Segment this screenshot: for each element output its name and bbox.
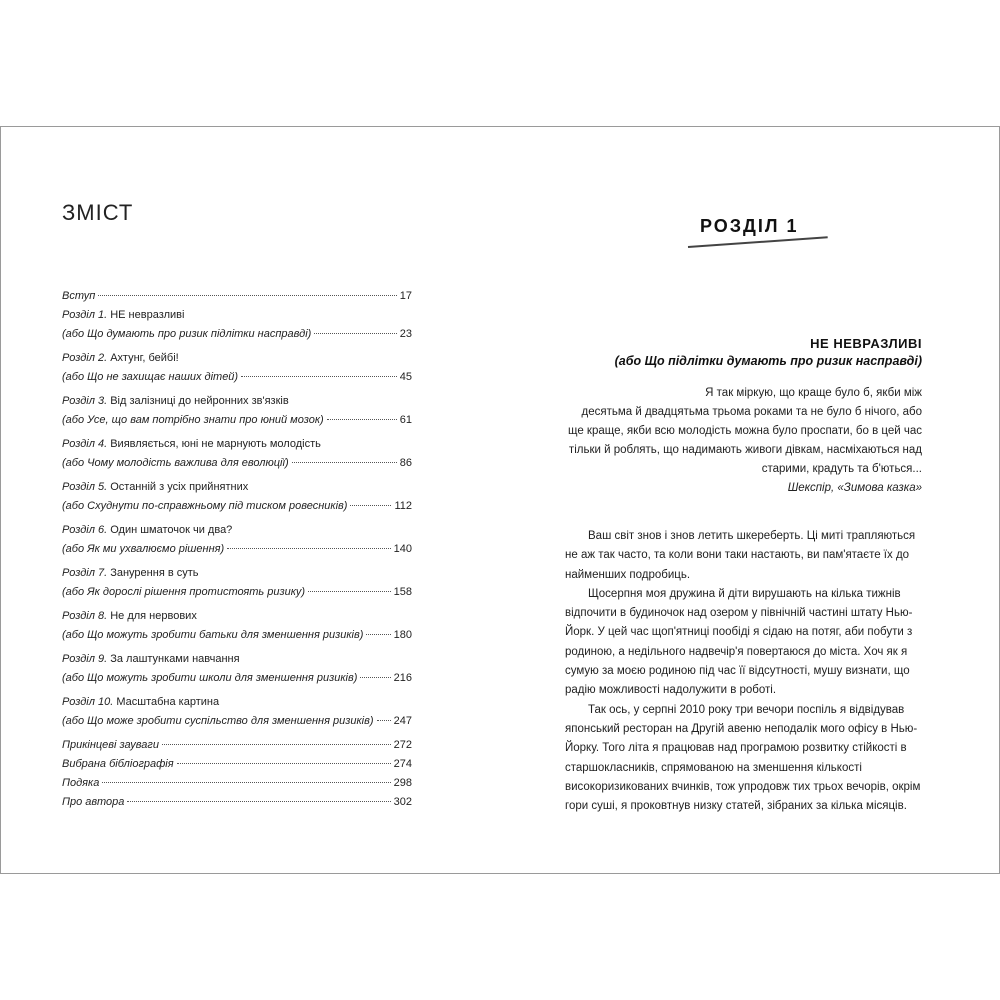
toc-entry-subtitle-wrap <box>62 454 289 473</box>
table-of-contents <box>62 287 412 812</box>
toc-title: ЗМІСТ <box>62 200 134 225</box>
toc-line <box>62 392 412 411</box>
toc-entry-title: Не для нервових <box>110 610 197 622</box>
toc-entry-heading <box>62 793 124 812</box>
toc-entry-title: Від залізниці до нейронних зв'язків <box>110 395 289 407</box>
toc-entry-heading <box>62 755 174 774</box>
toc-entry-title: Ахтунг, бейбі! <box>110 352 179 364</box>
toc-page-number: 216 <box>393 672 412 684</box>
toc-leader-dots <box>314 332 396 334</box>
toc-entry-title: Останній з усіх прийнятних <box>110 481 249 493</box>
toc-entry-title: Виявляється, юні не марнують молодість <box>110 438 321 450</box>
toc-entry <box>62 650 412 688</box>
toc-entry-subtitle: (або Що можуть зробити школи для зменшення ризиків) <box>62 672 358 684</box>
chapter-heading: РОЗДІЛ 1 <box>700 216 799 236</box>
toc-entry-label: Розділ 1. <box>62 309 108 321</box>
toc-page-number: 140 <box>393 543 412 555</box>
toc-line <box>62 454 412 473</box>
toc-entry-label: Розділ 9. <box>62 653 108 665</box>
toc-entry-heading <box>62 774 99 793</box>
epigraph-line: ще краще, якби всю молодість можна було проспати, бо в цей час <box>567 425 922 437</box>
toc-line <box>62 521 412 540</box>
toc-entry-label: Подяка <box>62 777 100 789</box>
toc-page-number: 298 <box>393 777 412 789</box>
toc-page-number: 247 <box>393 715 412 727</box>
toc-line <box>62 478 412 497</box>
toc-entry-label: Розділ 7. <box>62 567 108 579</box>
toc-page-number: 61 <box>399 414 412 426</box>
toc-entry-label: Вступ <box>62 290 96 302</box>
toc-page-number: 112 <box>394 500 412 512</box>
toc-entry-heading <box>62 306 184 325</box>
chapter-body <box>565 527 930 816</box>
toc-line <box>62 607 412 626</box>
toc-entry-subtitle-wrap <box>62 583 305 602</box>
toc-line <box>62 669 412 688</box>
toc-entry <box>62 349 412 387</box>
toc-line <box>62 693 412 712</box>
body-paragraph: Щосерпня моя дружина й діти вирушають на кілька тижнів відпочити в будиночок над озером у північній частині штату Нью-Йорк. У цей час щоп'ятниці пообіді я сідаю на потяг, аби побути з родиною, а недільного надвечір'я повертаюся до міста. Хоч як я сумую за моєю родиною під час її відсутності, мушу визнати, що радію можливості надолужити в роботі. <box>565 587 913 697</box>
toc-entry <box>62 564 412 602</box>
toc-line <box>62 411 412 430</box>
toc-line <box>62 325 412 344</box>
toc-line <box>62 540 412 559</box>
toc-leader-dots <box>366 633 390 635</box>
epigraph-line: Я так міркую, що краще було б, якби між <box>705 387 922 399</box>
toc-entry <box>62 392 412 430</box>
toc-entry-heading <box>62 564 199 583</box>
toc-entry-subtitle: (або Чому молодість важлива для еволюції) <box>62 457 289 469</box>
toc-line <box>62 736 412 755</box>
toc-entry-label: Розділ 5. <box>62 481 108 493</box>
toc-entry-subtitle-wrap <box>62 712 374 731</box>
toc-entry-label: Розділ 6. <box>62 524 108 536</box>
toc-entry-heading <box>62 607 197 626</box>
toc-page-number: 86 <box>399 457 412 469</box>
toc-line <box>62 774 412 793</box>
toc-entry-subtitle: (або Що можуть зробити батьки для зменшення ризиків) <box>62 629 364 641</box>
toc-entry-heading <box>62 650 240 669</box>
toc-entry <box>62 607 412 645</box>
toc-page-number: 45 <box>399 371 412 383</box>
toc-entry <box>62 693 412 731</box>
toc-line <box>62 368 412 387</box>
toc-line <box>62 564 412 583</box>
toc-entry-subtitle: (або Схуднути по-справжньому під тиском ровесників) <box>62 500 348 512</box>
toc-line <box>62 435 412 454</box>
toc-entry-subtitle-wrap <box>62 540 224 559</box>
body-paragraph: Ваш світ знов і знов летить шкереберть. Ці миті трапляються не аж так часто, та коли вони таки настають, ви пам'ятаєте їх до найменших подробиць. <box>565 530 916 581</box>
toc-leader-dots <box>241 375 397 377</box>
toc-leader-dots <box>102 781 390 783</box>
toc-entry-label: Розділ 4. <box>62 438 108 450</box>
toc-entry-label: Розділ 10. <box>62 696 114 708</box>
toc-leader-dots <box>127 800 390 802</box>
toc-entry <box>62 306 412 344</box>
toc-entry-subtitle: (або Усе, що вам потрібно знати про юний мозок) <box>62 414 324 426</box>
toc-entry <box>62 793 412 812</box>
toc-line <box>62 497 412 516</box>
toc-line <box>62 583 412 602</box>
toc-entry-heading <box>62 287 95 306</box>
toc-entry-subtitle: (або Що не захищає наших дітей) <box>62 371 239 383</box>
toc-entry-heading <box>62 693 219 712</box>
toc-leader-dots <box>292 461 397 463</box>
toc-entry-heading <box>62 435 321 454</box>
toc-entry-subtitle: (або Що думають про ризик підлітки насправді) <box>62 328 312 340</box>
toc-entry-heading <box>62 521 232 540</box>
toc-entry <box>62 287 412 306</box>
toc-page-number: 23 <box>399 328 412 340</box>
toc-entry <box>62 774 412 793</box>
toc-entry-subtitle-wrap <box>62 368 238 387</box>
toc-entry-subtitle-wrap <box>62 325 311 344</box>
toc-entry-label: Розділ 2. <box>62 352 108 364</box>
toc-entry-subtitle-wrap <box>62 626 363 645</box>
body-paragraph: Так ось, у серпні 2010 року три вечори поспіль я відвідував японський ресторан на Другій авеню неподалік мого офісу в Нью-Йорку. Того літа я працював над програмою розвитку стійкості в старшокласників, спрямованою на зменшення кількості високоризикованих вчинків, тож упродовж тих трьох вечорів, окрім гори суші, я проковтнув низку статей, зібраних за кілька місяців. <box>565 703 921 813</box>
toc-page-number: 302 <box>393 796 412 808</box>
toc-page-number: 274 <box>393 758 412 770</box>
toc-page-number: 272 <box>393 739 412 751</box>
epigraph-attribution: Шекспір, «Зимова казка» <box>787 482 922 494</box>
toc-entry <box>62 736 412 755</box>
toc-line <box>62 650 412 669</box>
toc-entry-title: Масштабна картина <box>116 696 220 708</box>
toc-line <box>62 306 412 325</box>
toc-entry-title: За лаштунками навчання <box>110 653 240 665</box>
toc-entry-heading <box>62 478 248 497</box>
chapter-subtitle: (або Що підлітки думають про ризик насправді) <box>614 354 922 368</box>
toc-entry-subtitle: (або Як ми ухвалюємо рішення) <box>62 543 225 555</box>
toc-entry <box>62 521 412 559</box>
toc-line <box>62 626 412 645</box>
toc-page-number: 180 <box>393 629 412 641</box>
chapter-title: НЕ НЕВРАЗЛИВІ <box>810 336 922 351</box>
toc-line <box>62 712 412 731</box>
toc-line <box>62 755 412 774</box>
toc-entry-heading <box>62 392 289 411</box>
toc-leader-dots <box>377 719 391 721</box>
toc-page-number: 17 <box>399 290 412 302</box>
toc-entry-subtitle-wrap <box>62 669 357 688</box>
epigraph-line: старими, крадуть та б'ються... <box>761 463 922 475</box>
toc-leader-dots <box>98 294 396 296</box>
toc-entry-label: Прикінцеві зауваги <box>62 739 159 751</box>
toc-entry-heading <box>62 736 159 755</box>
toc-line <box>62 349 412 368</box>
toc-leader-dots <box>350 504 391 506</box>
toc-entry-label: Розділ 3. <box>62 395 108 407</box>
toc-entry-label: Про автора <box>62 796 125 808</box>
toc-entry <box>62 435 412 473</box>
epigraph-line: десятьма й двадцятьма трьома роками та не було б нічого, або <box>581 406 922 418</box>
toc-leader-dots <box>360 676 390 678</box>
toc-entry-label: Вибрана бібліографія <box>62 758 174 770</box>
epigraph-line: тільки й роблять, що надимають живоги дівкам, насміхаються над <box>568 444 922 456</box>
toc-entry-title: НЕ невразливі <box>110 309 185 321</box>
toc-leader-dots <box>227 547 390 549</box>
toc-entry-subtitle-wrap <box>62 497 347 516</box>
toc-entry-subtitle-wrap <box>62 411 324 430</box>
toc-entry <box>62 478 412 516</box>
toc-line <box>62 287 412 306</box>
toc-page-number: 158 <box>393 586 412 598</box>
toc-leader-dots <box>308 590 391 592</box>
toc-entry-subtitle: (або Як дорослі рішення протистоять ризику) <box>62 586 306 598</box>
toc-entry-title: Один шматочок чи два? <box>110 524 233 536</box>
toc-entry-title: Занурення в суть <box>110 567 199 579</box>
toc-entry-label: Розділ 8. <box>62 610 108 622</box>
toc-leader-dots <box>177 762 391 764</box>
epigraph <box>545 384 922 498</box>
toc-entry-subtitle: (або Що може зробити суспільство для зменшення ризиків) <box>62 715 374 727</box>
toc-entry <box>62 755 412 774</box>
toc-leader-dots <box>327 418 397 420</box>
toc-line <box>62 793 412 812</box>
toc-leader-dots <box>162 743 391 745</box>
toc-entry-heading <box>62 349 179 368</box>
